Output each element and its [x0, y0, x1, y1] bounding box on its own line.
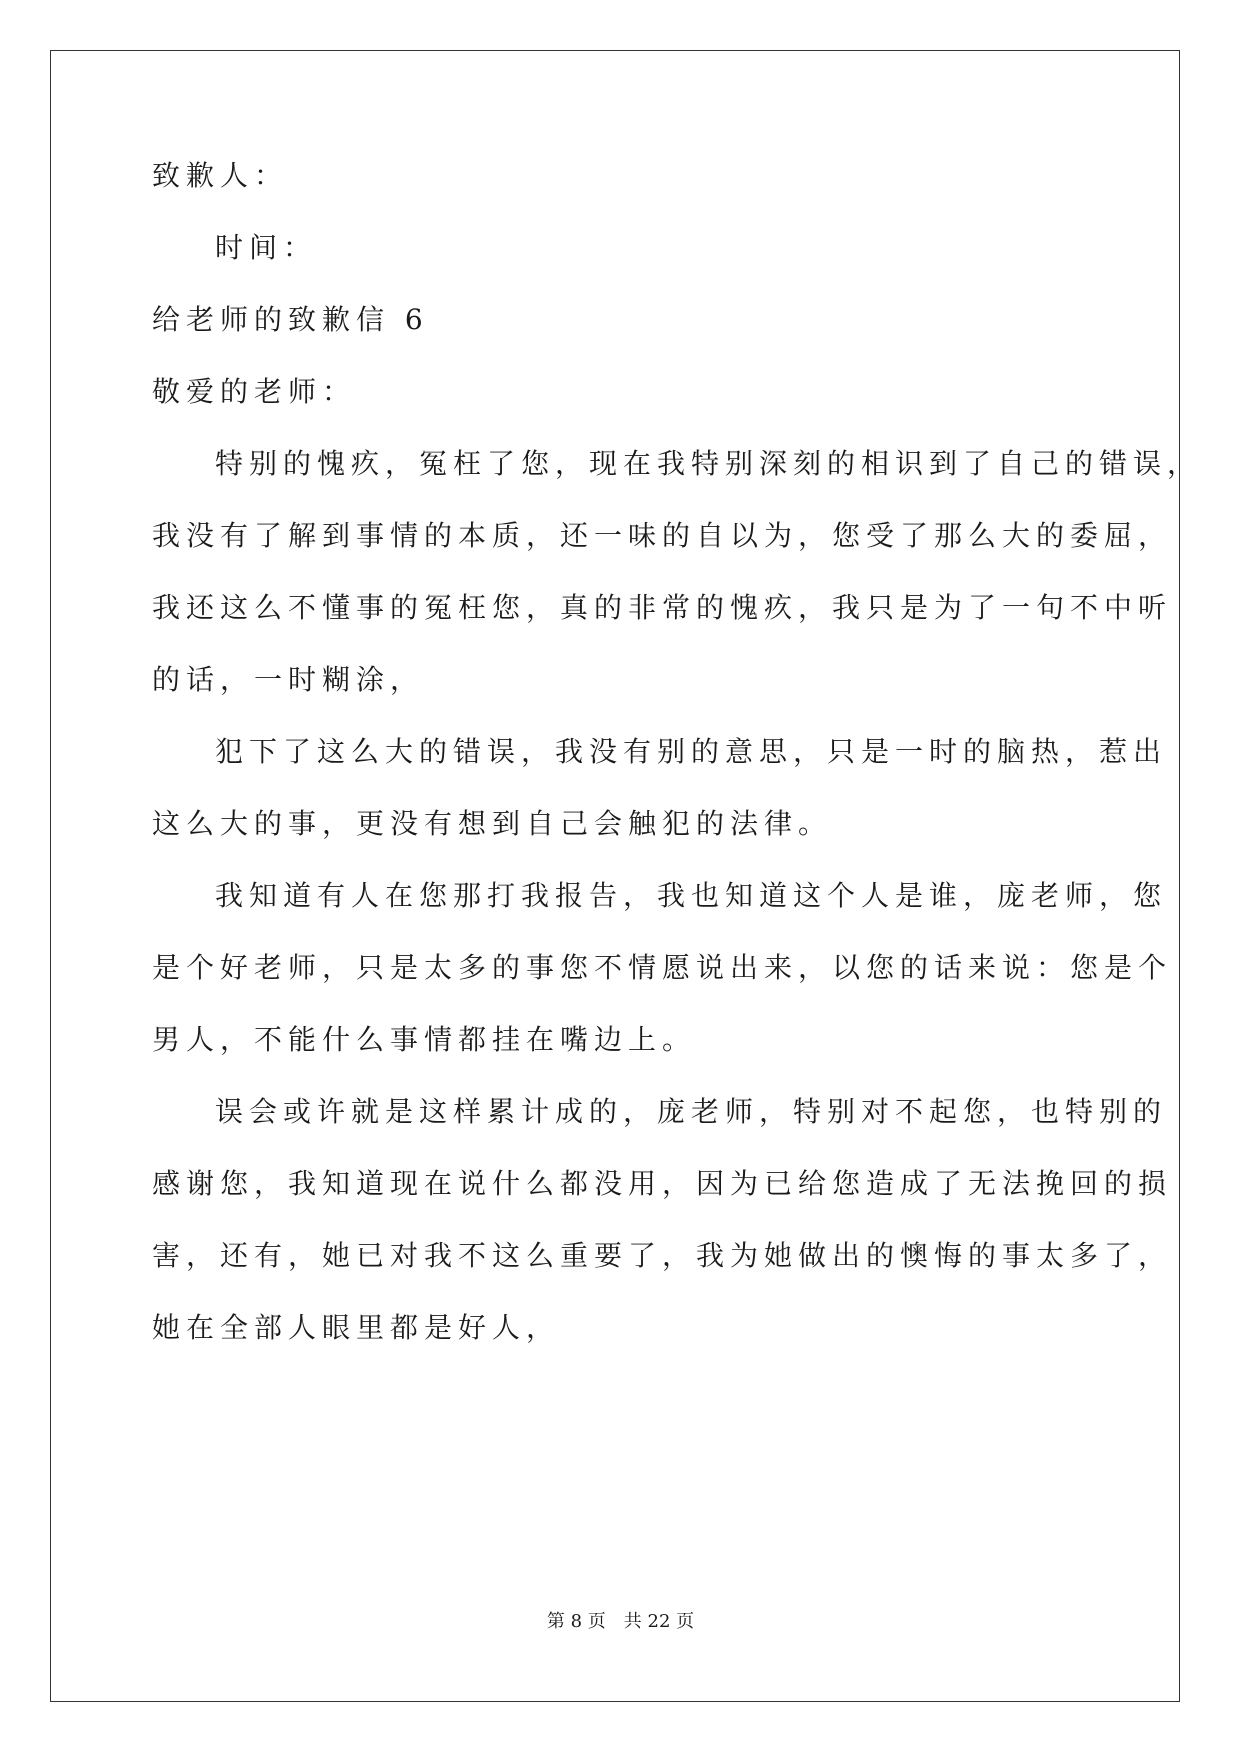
paragraph-line: 害，还有，她已对我不这么重要了，我为她做出的懊悔的事太多了， — [152, 1239, 1173, 1272]
paragraph-line: 她在全部人眼里都是好人， — [152, 1311, 561, 1344]
paragraph-line: 我知道有人在您那打我报告，我也知道这个人是谁，庞老师，您 — [215, 879, 1168, 912]
paragraph-line: 男人，不能什么事情都挂在嘴边上。 — [152, 1023, 697, 1056]
paragraph-line: 误会或许就是这样累计成的，庞老师，特别对不起您，也特别的 — [215, 1095, 1168, 1128]
paragraph-line: 犯下了这么大的错误，我没有别的意思，只是一时的脑热，惹出 — [215, 735, 1168, 768]
paragraph-line: 我没有了解到事情的本质，还一味的自以为，您受了那么大的委屈， — [152, 519, 1173, 552]
signature-line: 致歉人： — [152, 159, 289, 192]
salutation: 敬爱的老师： — [152, 375, 357, 408]
paragraph-line: 特别的愧疚，冤枉了您，现在我特别深刻的相识到了自己的错误， — [215, 447, 1202, 480]
date-line: 时间： — [215, 231, 318, 264]
page-number-footer: 第 8 页 共 22 页 — [546, 1611, 695, 1632]
paragraph-line: 这么大的事，更没有想到自己会触犯的法律。 — [152, 807, 833, 840]
paragraph-line: 我还这么不懂事的冤枉您，真的非常的愧疚，我只是为了一句不中听 — [152, 591, 1173, 624]
paragraph-line: 的话，一时糊涂， — [152, 663, 425, 696]
paragraph-line: 是个好老师，只是太多的事您不情愿说出来，以您的话来说：您是个 — [152, 951, 1173, 984]
letter-title: 给老师的致歉信 6 — [152, 303, 429, 336]
paragraph-line: 感谢您，我知道现在说什么都没用，因为已给您造成了无法挽回的损 — [152, 1167, 1173, 1200]
